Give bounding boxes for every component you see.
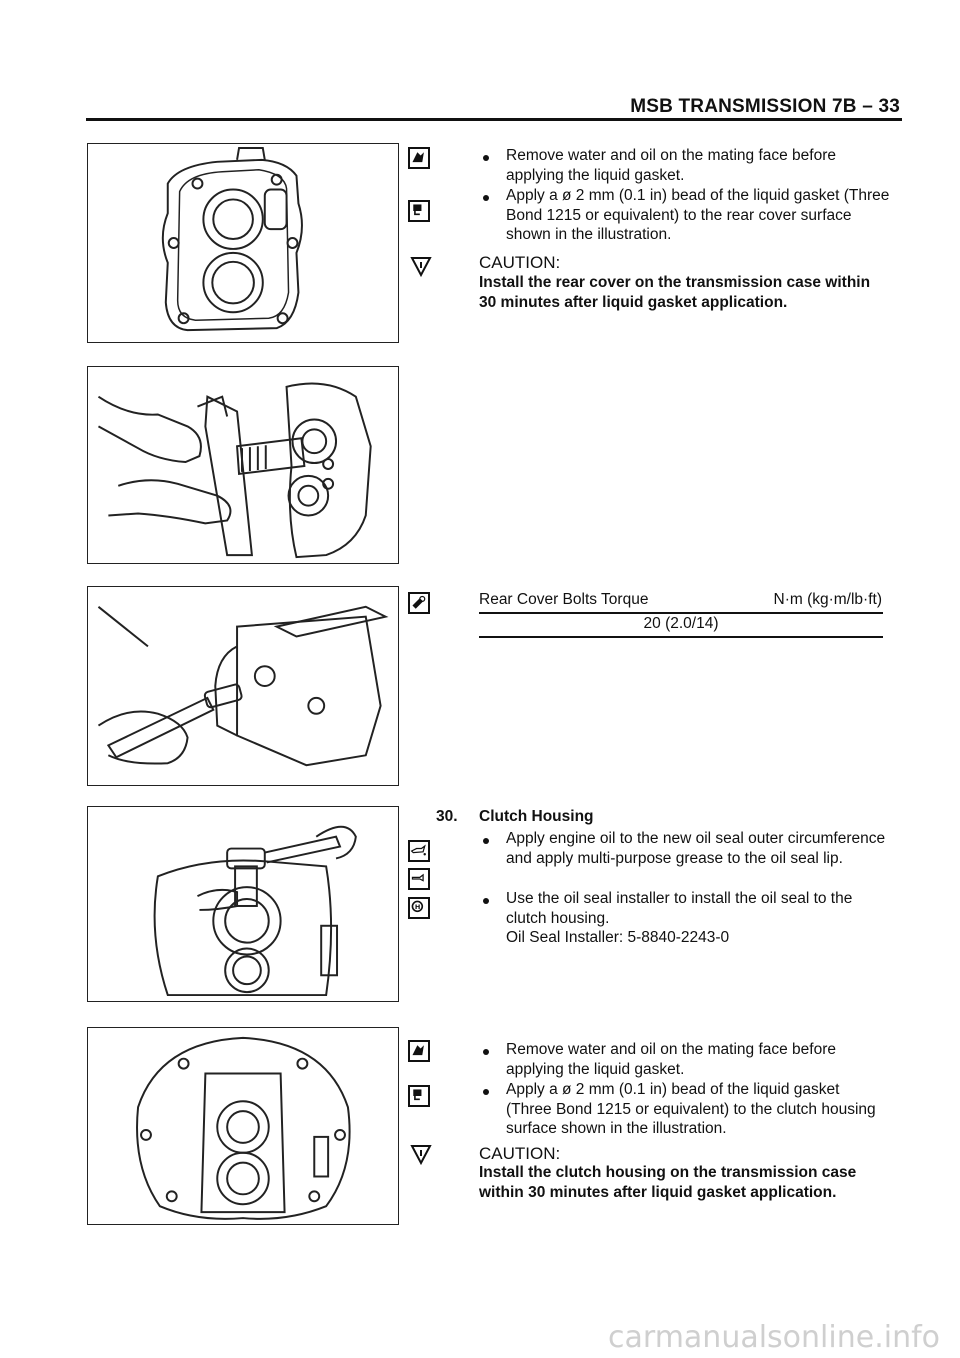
wipe-clean-icon — [408, 147, 430, 169]
caution-title: CAUTION: — [479, 1144, 561, 1163]
watermark: carmanualsonline.info — [608, 1320, 940, 1355]
figure-oil-seal-install — [87, 806, 399, 1002]
torque-label: Rear Cover Bolts Torque — [479, 591, 649, 608]
bullet-dot — [483, 155, 489, 161]
caution-body: Install the rear cover on the transmission case within 30 minutes after liquid gasket application. — [479, 274, 871, 311]
bullet-dot — [483, 1089, 489, 1095]
instruction-text: Remove water and oil on the mating face before applying the liquid gasket. — [506, 1041, 836, 1078]
torque-wrench-icon — [408, 592, 430, 614]
bullet-dot — [483, 898, 489, 904]
svg-text:H: H — [414, 902, 421, 911]
bullet-dot — [483, 195, 489, 201]
tool-number: Oil Seal Installer: 5-8840-2243-0 — [506, 929, 730, 946]
special-tool-icon — [408, 897, 430, 919]
figure-install-rear-cover — [87, 366, 399, 564]
liquid-gasket-icon — [408, 200, 430, 222]
instruction-text: Apply a ø 2 mm (0.1 in) bead of the liquid gasket (Three Bond 1215 or equivalent) to the rear cover surface shown in the illustration. — [506, 187, 890, 243]
torque-unit: N·m (kg·m/lb·ft) — [773, 591, 882, 608]
caution-body: Install the clutch housing on the transmission case within 30 minutes after liquid gasket application. — [479, 1164, 857, 1201]
caution-title: CAUTION: — [479, 253, 561, 272]
figure-clutch-housing — [87, 1027, 399, 1225]
grease-icon — [408, 868, 430, 890]
torque-rule-bottom — [479, 636, 883, 638]
instruction-text: Apply a ø 2 mm (0.1 in) bead of the liquid gasket (Three Bond 1215 or equivalent) to the clutch housing surface shown in the illustration. — [506, 1081, 876, 1137]
torque-value: 20 (2.0/14) — [643, 615, 719, 632]
caution-triangle-icon — [410, 1143, 432, 1165]
instruction-text: Use the oil seal installer to install the oil seal to the clutch housing. — [506, 890, 853, 927]
header-rule — [86, 118, 902, 121]
bullet-dot — [483, 838, 489, 844]
engine-oil-icon — [408, 840, 430, 862]
figure-torque-bolts — [87, 586, 399, 786]
page-header-title: MSB TRANSMISSION 7B – 33 — [630, 96, 900, 117]
step-title: Clutch Housing — [479, 808, 594, 825]
bullet-dot — [483, 1049, 489, 1055]
step-number: 30. — [436, 808, 458, 825]
wipe-clean-icon — [408, 1040, 430, 1062]
liquid-gasket-icon — [408, 1085, 430, 1107]
instruction-text: Remove water and oil on the mating face before applying the liquid gasket. — [506, 147, 836, 184]
figure-rear-cover — [87, 143, 399, 343]
caution-triangle-icon — [410, 255, 432, 277]
instruction-text: Apply engine oil to the new oil seal outer circumference and apply multi-purpose grease to the oil seal lip. — [506, 830, 886, 867]
